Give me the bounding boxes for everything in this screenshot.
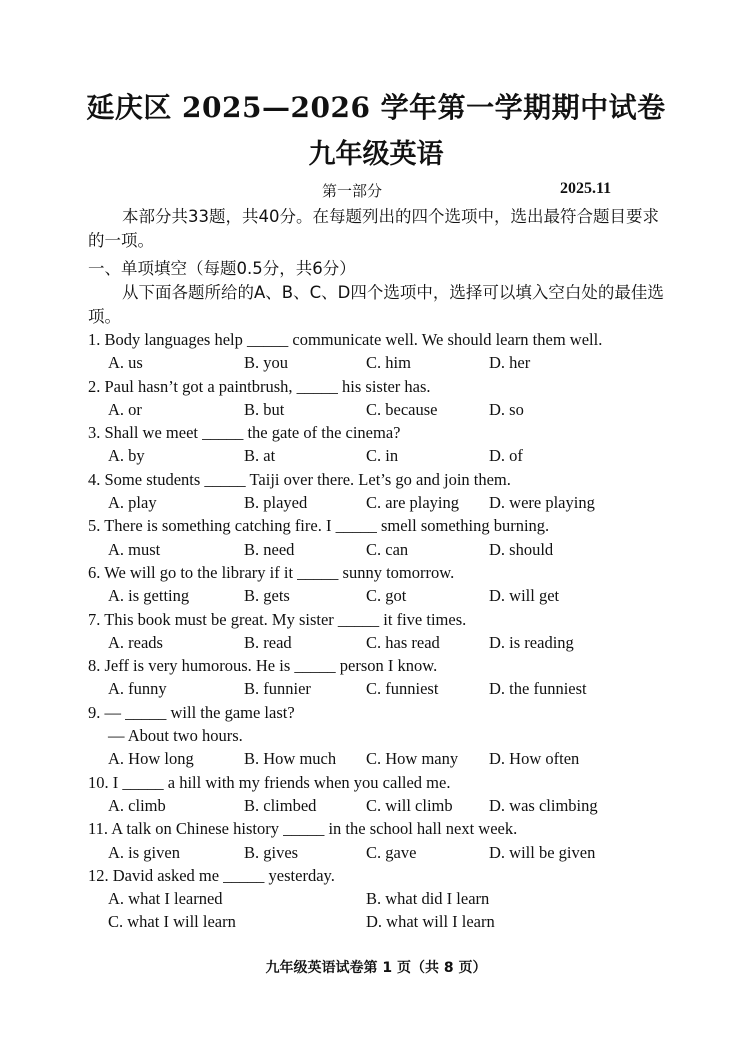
question-item	[88, 468, 688, 515]
part-row	[0, 180, 752, 204]
question-item	[88, 817, 688, 864]
option-c: C. in	[366, 446, 399, 466]
options-row	[108, 584, 668, 607]
option-a: A. what I learned	[108, 889, 223, 909]
option-d: D. was climbing	[489, 796, 598, 816]
question-stem: 5. There is something catching fire. I _____ smell something burning.	[88, 516, 550, 536]
option-b: B. How much	[244, 749, 337, 769]
options-row	[108, 794, 668, 817]
exam-date: 2025.11	[560, 180, 612, 197]
option-b: B. at	[244, 446, 276, 466]
question-list	[88, 328, 688, 934]
question-item	[88, 375, 688, 422]
option-d: D. should	[489, 539, 554, 559]
question-item	[88, 654, 688, 701]
option-a: A. How long	[108, 749, 194, 769]
option-b: B. but	[244, 399, 285, 419]
part-intro: 本部分共33题，共40分。在每题列出的四个选项中，选出最符合题目要求的一项。	[88, 207, 659, 250]
option-d: D. so	[489, 399, 524, 419]
option-a: A. by	[108, 446, 145, 466]
option-d: D. her	[489, 353, 531, 373]
question-item	[88, 421, 688, 468]
option-b: B. gets	[244, 586, 290, 606]
options-row	[108, 491, 668, 514]
option-d: D. will get	[489, 586, 560, 606]
option-b: B. played	[244, 493, 308, 513]
question-stem: 10. I _____ a hill with my friends when you called me.	[88, 772, 451, 792]
question-item	[88, 514, 688, 561]
option-b: B. what did I learn	[366, 889, 490, 909]
option-c: C. funniest	[366, 679, 439, 699]
section-heading: 一、单项填空（每题0.5分，共6分）	[88, 259, 356, 278]
option-b: B. climbed	[244, 796, 317, 816]
options-row	[108, 747, 668, 770]
option-a: A. funny	[108, 679, 167, 699]
exam-subtitle: 九年级英语	[308, 139, 444, 170]
page-footer: 九年级英语试卷第 1 页（共 8 页）	[265, 960, 487, 976]
question-item	[88, 328, 688, 375]
question-item	[88, 608, 688, 655]
question-stem: 8. Jeff is very humorous. He is _____ person I know.	[88, 656, 438, 676]
options-row	[108, 398, 668, 421]
option-d: D. what will I learn	[366, 912, 495, 932]
option-c: C. gave	[366, 842, 417, 862]
option-c: C. what I will learn	[108, 912, 236, 932]
question-stem: 1. Body languages help _____ communicate well. We should learn them well.	[88, 330, 603, 349]
question-stem: 4. Some students _____ Taiji over there. Let’s go and join them.	[88, 469, 511, 489]
question-item	[88, 701, 688, 771]
option-a: A. is given	[108, 842, 180, 862]
question-item	[88, 771, 688, 818]
question-item	[88, 864, 688, 934]
options-row	[108, 538, 668, 561]
option-b: B. gives	[244, 842, 299, 862]
option-c: C. got	[366, 586, 407, 606]
options-row	[108, 444, 668, 467]
options-row	[108, 351, 668, 374]
option-b: B. you	[244, 353, 289, 373]
options-row	[108, 841, 668, 864]
option-b: B. read	[244, 632, 292, 652]
option-b: B. funnier	[244, 679, 311, 699]
option-a: A. climb	[108, 796, 166, 816]
part-label: 第一部分	[322, 182, 383, 200]
question-stem: 12. David asked me _____ yesterday.	[88, 865, 335, 885]
question-stem: 6. We will go to the library if it _____ sunny tomorrow.	[88, 562, 455, 582]
option-c: C. him	[366, 353, 411, 373]
question-stem: 3. Shall we meet _____ the gate of the cinema?	[88, 423, 401, 443]
question-stem: 7. This book must be great. My sister _____ it five times.	[88, 609, 467, 629]
option-c: C. because	[366, 399, 438, 419]
options-row	[108, 677, 668, 700]
option-b: B. need	[244, 539, 295, 559]
question-stem: 2. Paul hasn’t got a paintbrush, _____ his sister has.	[88, 376, 431, 396]
option-d: D. How often	[489, 749, 580, 769]
option-d: D. will be given	[489, 842, 596, 862]
option-a: A. play	[108, 493, 157, 513]
question-stem: 11. A talk on Chinese history _____ in the school hall next week.	[88, 819, 518, 839]
option-c: C. can	[366, 539, 409, 559]
option-c: C. are playing	[366, 493, 460, 513]
options-row	[108, 631, 668, 654]
question-stem: 9. — _____ will the game last?	[88, 702, 295, 722]
option-d: D. is reading	[489, 632, 574, 652]
option-d: D. of	[489, 446, 523, 466]
question-item	[88, 561, 688, 608]
option-a: A. is getting	[108, 586, 190, 606]
dialogue-answer-line: — About two hours.	[108, 726, 243, 746]
section-instruction: 从下面各题所给的A、B、C、D四个选项中，选择可以填入空白处的最佳选项。	[88, 283, 664, 326]
option-a: A. must	[108, 539, 161, 559]
option-a: A. reads	[108, 632, 163, 652]
option-a: A. us	[108, 353, 143, 373]
option-d: D. were playing	[489, 493, 595, 513]
options-grid	[108, 887, 668, 933]
option-c: C. How many	[366, 749, 459, 769]
exam-title: 延庆区 2025—2026 学年第一学期期中试卷	[86, 91, 666, 124]
option-c: C. has read	[366, 632, 440, 652]
option-c: C. will climb	[366, 796, 453, 816]
option-d: D. the funniest	[489, 679, 587, 699]
option-a: A. or	[108, 399, 142, 419]
